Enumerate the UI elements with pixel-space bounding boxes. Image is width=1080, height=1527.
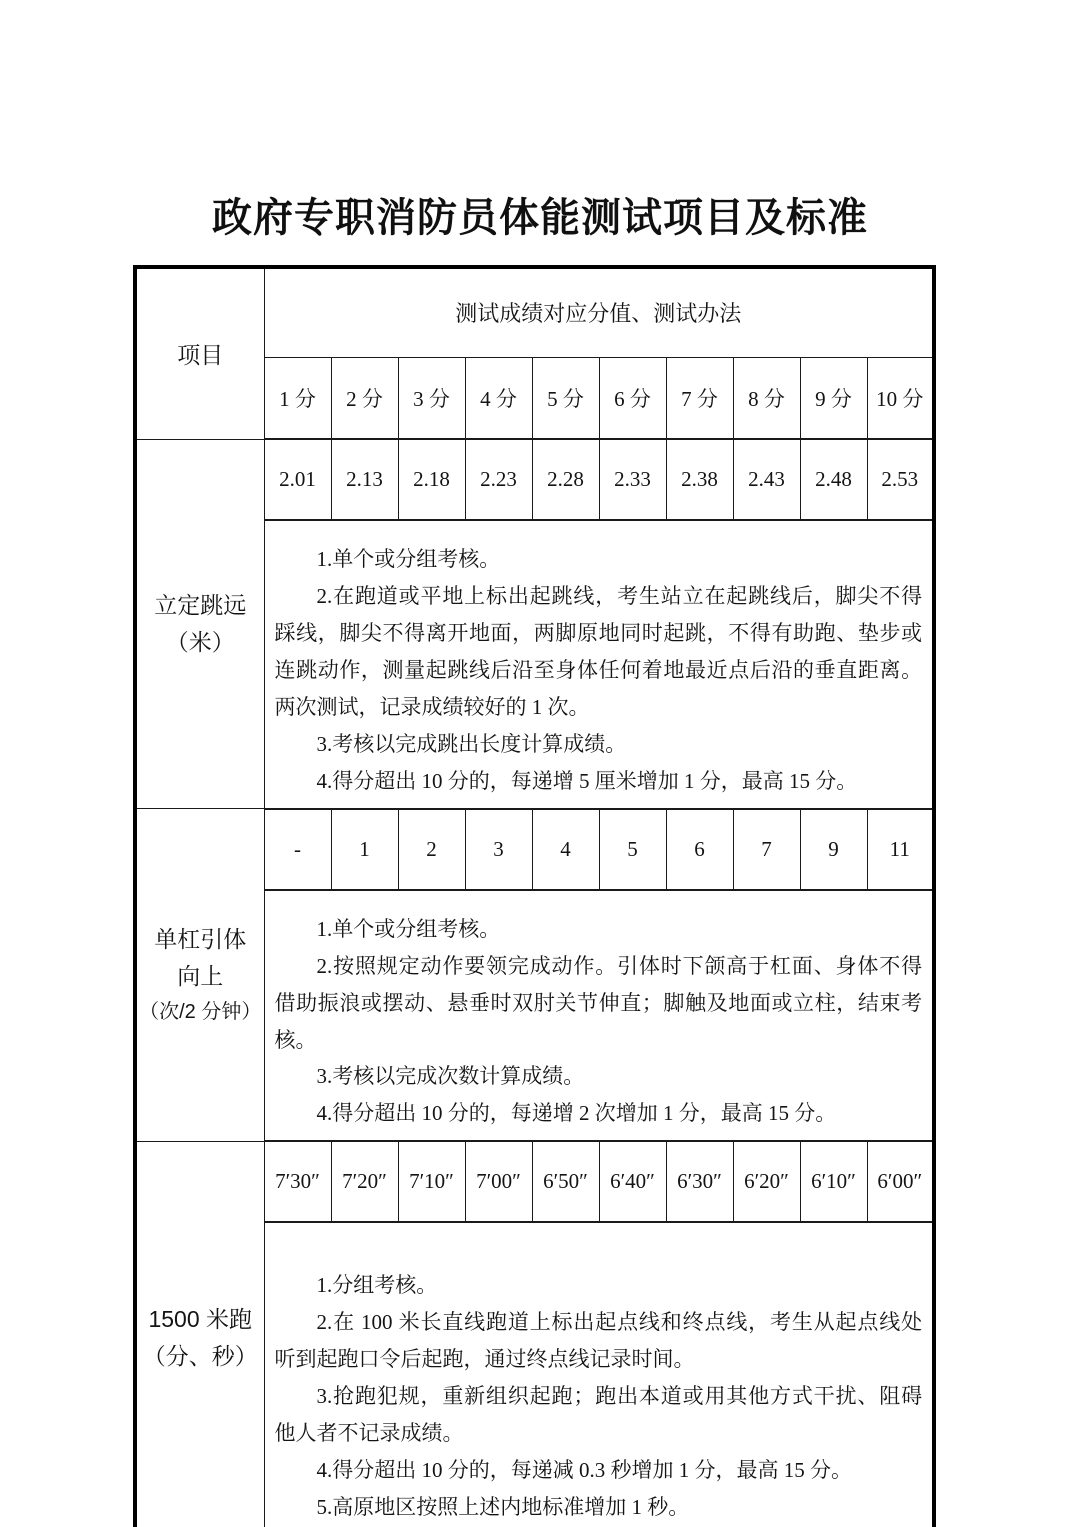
score-col-header-1: 1 分 [264, 357, 331, 439]
score-value-cell: 2.38 [666, 439, 733, 520]
item-name-cell-pull-ups [135, 809, 264, 1142]
score-value-cell: 2.01 [264, 439, 331, 520]
values-row-long-jump [135, 439, 934, 520]
score-methods-header: 测试成绩对应分值、测试办法 [264, 267, 934, 357]
method-paragraph: 3.考核以完成次数计算成绩。 [316, 1064, 585, 1089]
method-paragraph: 2.按照规定动作要领完成动作。引体时下颌高于杠面、身体不得 借助振浪或摆动、悬垂时双肘关节伸直；脚触及地面或立柱，结束考 核。 [274, 953, 923, 1052]
method-paragraph: 4.得分超出 10 分的，每递增 5 厘米增加 1 分，最高 15 分。 [316, 768, 858, 793]
score-value-cell: 7′30″ [264, 1141, 331, 1222]
item-name-line: 单杠引体 [154, 926, 247, 953]
score-value-cell: 1 [331, 809, 398, 890]
score-value-cell: 2.13 [331, 439, 398, 520]
score-value-cell: 2.23 [465, 439, 532, 520]
score-value-cell: 6 [666, 809, 733, 890]
score-value-cell: 4 [532, 809, 599, 890]
method-paragraph: 4.得分超出 10 分的，每递增 2 次增加 1 分，最高 15 分。 [316, 1101, 837, 1126]
score-value-cell: 7′10″ [398, 1141, 465, 1222]
item-name-line: 向上 [177, 963, 224, 990]
score-value-cell: 6′30″ [666, 1141, 733, 1222]
score-value-cell: 2.53 [867, 439, 934, 520]
method-paragraph: 2.在跑道或平地上标出起跳线，考生站立在起跳线后，脚尖不得 踩线，脚尖不得离开地面，两脚原地同时起跳，不得有助跑、垫步或 连跳动作，测量起跳线后沿至身体任何着地最近点后沿的垂直距离。 两次测试，记录成绩较好的 1 次。 [274, 583, 923, 719]
score-value-cell: 2.28 [532, 439, 599, 520]
score-col-header-4: 4 分 [465, 357, 532, 439]
score-value-cell: 6′00″ [867, 1141, 934, 1222]
methods-cell-1500m-run [264, 1222, 934, 1527]
score-value-cell: 6′50″ [532, 1141, 599, 1222]
item-name-line: 立定跳远 [154, 591, 247, 618]
item-name-line: 1500 米跑 [148, 1305, 253, 1332]
values-row-1500m-run [135, 1141, 934, 1222]
score-col-header-8: 8 分 [733, 357, 800, 439]
method-paragraph: 3.考核以完成跳出长度计算成绩。 [316, 731, 627, 756]
score-value-cell: 2 [398, 809, 465, 890]
methods-cell-pull-ups [264, 890, 934, 1142]
values-row-pull-ups [135, 809, 934, 890]
method-paragraph: 5.高原地区按照上述内地标准增加 1 秒。 [316, 1495, 690, 1520]
item-name-line: （米） [165, 628, 235, 655]
score-col-header-5: 5 分 [532, 357, 599, 439]
method-paragraph: 2.在 100 米长直线跑道上标出起点线和终点线，考生从起点线处 听到起跑口令后起跑，通过终点线记录时间。 [274, 1310, 923, 1372]
method-paragraph: 1.单个或分组考核。 [316, 916, 501, 941]
score-value-cell: 11 [867, 809, 934, 890]
score-value-cell: 9 [800, 809, 867, 890]
item-name-line: （次/2 分钟） [139, 1001, 262, 1024]
score-value-cell: 5 [599, 809, 666, 890]
score-value-cell: - [264, 809, 331, 890]
score-value-cell: 2.33 [599, 439, 666, 520]
score-value-cell: 6′10″ [800, 1141, 867, 1222]
score-value-cell: 2.18 [398, 439, 465, 520]
method-paragraph: 1.单个或分组考核。 [316, 547, 501, 571]
method-paragraph: 1.分组考核。 [316, 1273, 438, 1298]
score-value-cell: 6′40″ [599, 1141, 666, 1222]
method-paragraph: 3.抢跑犯规，重新组织起跑；跑出本道或用其他方式干扰、阻碍 他人者不记录成绩。 [274, 1384, 923, 1446]
score-value-cell: 3 [465, 809, 532, 890]
score-col-header-3: 3 分 [398, 357, 465, 439]
score-col-header-2: 2 分 [331, 357, 398, 439]
item-name-line: （分、秒） [142, 1342, 258, 1369]
fitness-test-table [133, 265, 936, 1527]
document-title: 政府专职消防员体能测试项目及标准 [212, 195, 868, 240]
item-name-cell-1500m-run [135, 1141, 264, 1527]
methods-cell-long-jump [264, 520, 934, 809]
score-value-cell: 2.43 [733, 439, 800, 520]
score-col-header-9: 9 分 [800, 357, 867, 439]
score-value-cell: 6′20″ [733, 1141, 800, 1222]
score-value-cell: 7′00″ [465, 1141, 532, 1222]
score-col-header-6: 6 分 [599, 357, 666, 439]
method-paragraph: 4.得分超出 10 分的，每递减 0.3 秒增加 1 分，最高 15 分。 [316, 1458, 852, 1483]
score-col-header-10: 10 分 [867, 357, 934, 439]
item-name-cell-long-jump [135, 439, 264, 809]
header-row-top [135, 267, 934, 357]
score-value-cell: 7′20″ [331, 1141, 398, 1222]
score-col-header-7: 7 分 [666, 357, 733, 439]
score-value-cell: 2.48 [800, 439, 867, 520]
corner-header-item: 项目 [135, 267, 264, 439]
score-value-cell: 7 [733, 809, 800, 890]
